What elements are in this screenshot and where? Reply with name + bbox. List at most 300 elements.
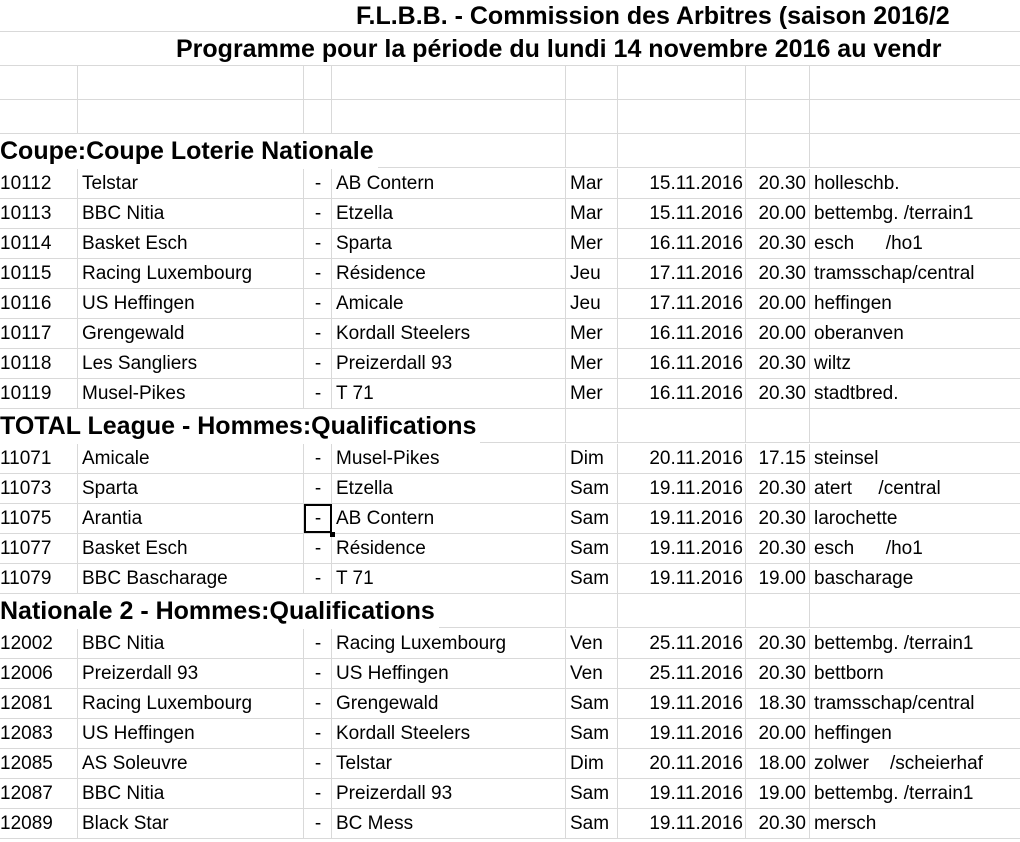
weekday-text: Dim <box>570 753 604 774</box>
date-cell[interactable] <box>618 199 746 228</box>
game-id-cell[interactable] <box>0 779 78 808</box>
time-cell[interactable] <box>746 534 810 563</box>
home-team-cell[interactable] <box>78 319 304 348</box>
away-team-cell[interactable] <box>332 629 566 658</box>
sheet-subtitle[interactable]: Programme pour la période du lundi 14 novembre 2016 au vendr <box>176 35 942 63</box>
time-cell[interactable] <box>746 444 810 473</box>
away-team-cell[interactable] <box>332 779 566 808</box>
game-id-cell[interactable] <box>0 564 78 593</box>
time-text: 20.30 <box>758 383 806 404</box>
home-team-cell[interactable] <box>78 289 304 318</box>
date-text: 19.11.2016 <box>649 723 743 744</box>
separator-cell[interactable] <box>304 229 332 258</box>
game-id-cell[interactable] <box>0 689 78 718</box>
home-team-cell[interactable] <box>78 349 304 378</box>
date-text: 16.11.2016 <box>649 233 743 254</box>
away-team-cell[interactable] <box>332 259 566 288</box>
separator-text: - <box>314 293 322 314</box>
separator-text: - <box>314 203 322 224</box>
home-team-cell[interactable] <box>78 629 304 658</box>
date-cell[interactable] <box>618 629 746 658</box>
home-team-cell[interactable] <box>78 809 304 838</box>
venue-cell[interactable] <box>810 289 1020 318</box>
separator-cell[interactable] <box>304 534 332 563</box>
date-text: 19.11.2016 <box>649 693 743 714</box>
section-header-row <box>0 594 1020 628</box>
game-row <box>0 779 1020 809</box>
date-cell[interactable] <box>618 259 746 288</box>
away-team-text: Kordall Steelers <box>336 723 471 744</box>
venue-text: stadtbred. <box>814 383 899 404</box>
venue-cell[interactable] <box>810 259 1020 288</box>
away-team-text: AB Contern <box>336 173 435 194</box>
venue-text: holleschb. <box>814 173 900 194</box>
separator-text: - <box>314 753 322 774</box>
venue-cell[interactable] <box>810 504 1020 533</box>
weekday-text: Ven <box>570 633 603 654</box>
away-team-cell[interactable] <box>332 659 566 688</box>
venue-text: bettembg. /terrain1 <box>814 633 974 654</box>
home-team-text: BBC Bascharage <box>82 568 228 589</box>
home-team-cell[interactable] <box>78 199 304 228</box>
date-text: 19.11.2016 <box>649 568 743 589</box>
empty-cell[interactable] <box>618 100 746 133</box>
game-id-text: 12089 <box>0 813 53 834</box>
game-id-cell[interactable] <box>0 379 78 408</box>
time-cell[interactable] <box>746 504 810 533</box>
section-cell[interactable] <box>566 594 618 627</box>
away-team-cell[interactable] <box>332 349 566 378</box>
separator-cell[interactable] <box>304 719 332 748</box>
weekday-cell[interactable] <box>566 779 618 808</box>
home-team-cell[interactable] <box>78 534 304 563</box>
weekday-text: Sam <box>570 813 610 834</box>
venue-text: steinsel <box>814 448 879 469</box>
venue-text: heffingen <box>814 723 892 744</box>
separator-text: - <box>314 233 322 254</box>
away-team-text: T 71 <box>336 568 374 589</box>
away-team-cell[interactable] <box>332 749 566 778</box>
empty-cell[interactable] <box>810 100 1020 133</box>
separator-cell[interactable] <box>304 749 332 778</box>
empty-cell[interactable] <box>78 100 304 133</box>
game-row <box>0 259 1020 289</box>
separator-cell[interactable] <box>304 444 332 473</box>
empty-cell[interactable] <box>618 66 746 99</box>
weekday-cell[interactable] <box>566 349 618 378</box>
date-text: 19.11.2016 <box>649 478 743 499</box>
weekday-cell[interactable] <box>566 504 618 533</box>
time-text: 20.30 <box>758 633 806 654</box>
venue-cell[interactable] <box>810 379 1020 408</box>
empty-cell[interactable] <box>566 100 618 133</box>
away-team-text: US Heffingen <box>336 663 449 684</box>
game-id-cell[interactable] <box>0 629 78 658</box>
separator-cell[interactable] <box>304 259 332 288</box>
game-id-text: 11077 <box>0 538 52 559</box>
home-team-text: US Heffingen <box>82 723 195 744</box>
date-cell[interactable] <box>618 809 746 838</box>
empty-cell[interactable] <box>304 100 332 133</box>
weekday-cell[interactable] <box>566 719 618 748</box>
home-team-cell[interactable] <box>78 444 304 473</box>
empty-cell[interactable] <box>332 66 566 99</box>
weekday-cell[interactable] <box>566 169 618 198</box>
section-cell[interactable] <box>746 409 810 442</box>
venue-cell[interactable] <box>810 349 1020 378</box>
home-team-cell[interactable] <box>78 379 304 408</box>
separator-text: - <box>314 813 322 834</box>
weekday-cell[interactable] <box>566 289 618 318</box>
weekday-cell[interactable] <box>566 629 618 658</box>
game-row <box>0 629 1020 659</box>
time-text: 20.30 <box>758 663 806 684</box>
time-text: 20.30 <box>758 233 806 254</box>
home-team-text: BBC Nitia <box>82 783 165 804</box>
section-cell[interactable] <box>810 134 1020 167</box>
weekday-cell[interactable] <box>566 444 618 473</box>
home-team-cell[interactable] <box>78 659 304 688</box>
game-id-cell[interactable] <box>0 659 78 688</box>
venue-text: bettembg. /terrain1 <box>814 783 974 804</box>
section-cell[interactable] <box>746 594 810 627</box>
date-cell[interactable] <box>618 349 746 378</box>
weekday-cell[interactable] <box>566 564 618 593</box>
time-text: 20.00 <box>758 293 806 314</box>
weekday-text: Jeu <box>570 293 601 314</box>
away-team-cell[interactable] <box>332 534 566 563</box>
weekday-cell[interactable] <box>566 534 618 563</box>
game-id-cell[interactable] <box>0 259 78 288</box>
date-text: 19.11.2016 <box>649 538 743 559</box>
date-text: 16.11.2016 <box>649 383 743 404</box>
game-id-cell[interactable] <box>0 199 78 228</box>
separator-text: - <box>314 723 322 744</box>
date-cell[interactable] <box>618 719 746 748</box>
weekday-cell[interactable] <box>566 379 618 408</box>
time-text: 19.00 <box>758 783 806 804</box>
home-team-cell[interactable] <box>78 719 304 748</box>
game-id-cell[interactable] <box>0 474 78 503</box>
empty-cell[interactable] <box>332 100 566 133</box>
date-cell[interactable] <box>618 689 746 718</box>
time-cell[interactable] <box>746 289 810 318</box>
game-id-cell[interactable] <box>0 809 78 838</box>
time-text: 20.30 <box>758 353 806 374</box>
home-team-cell[interactable] <box>78 474 304 503</box>
game-id-cell[interactable] <box>0 444 78 473</box>
game-id-text: 10112 <box>0 173 52 194</box>
weekday-cell[interactable] <box>566 474 618 503</box>
away-team-cell[interactable] <box>332 719 566 748</box>
weekday-cell[interactable] <box>566 749 618 778</box>
separator-cell[interactable] <box>304 169 332 198</box>
venue-cell[interactable] <box>810 229 1020 258</box>
separator-cell[interactable] <box>304 779 332 808</box>
empty-cell[interactable] <box>746 100 810 133</box>
venue-cell[interactable] <box>810 199 1020 228</box>
empty-cell[interactable] <box>810 66 1020 99</box>
away-team-cell[interactable] <box>332 289 566 318</box>
weekday-text: Dim <box>570 448 604 469</box>
venue-cell[interactable] <box>810 319 1020 348</box>
away-team-text: Sparta <box>336 233 392 254</box>
time-cell[interactable] <box>746 259 810 288</box>
weekday-cell[interactable] <box>566 229 618 258</box>
game-id-text: 11071 <box>0 448 52 469</box>
game-id-cell[interactable] <box>0 169 78 198</box>
time-cell[interactable] <box>746 564 810 593</box>
venue-text: larochette <box>814 508 898 529</box>
separator-cell[interactable] <box>304 379 332 408</box>
time-cell[interactable] <box>746 809 810 838</box>
date-cell[interactable] <box>618 564 746 593</box>
separator-cell[interactable] <box>304 349 332 378</box>
time-cell[interactable] <box>746 749 810 778</box>
empty-cell[interactable] <box>78 66 304 99</box>
time-cell[interactable] <box>746 659 810 688</box>
separator-cell[interactable] <box>304 199 332 228</box>
game-id-cell[interactable] <box>0 229 78 258</box>
game-row <box>0 809 1020 839</box>
game-row <box>0 749 1020 779</box>
game-id-cell[interactable] <box>0 349 78 378</box>
separator-cell[interactable] <box>304 629 332 658</box>
venue-cell[interactable] <box>810 689 1020 718</box>
date-cell[interactable] <box>618 659 746 688</box>
date-text: 16.11.2016 <box>649 353 743 374</box>
time-text: 20.00 <box>758 203 806 224</box>
separator-cell[interactable] <box>304 689 332 718</box>
game-row <box>0 229 1020 259</box>
game-id-text: 12081 <box>0 693 53 714</box>
date-cell[interactable] <box>618 169 746 198</box>
empty-cell[interactable] <box>746 66 810 99</box>
time-cell[interactable] <box>746 719 810 748</box>
game-row <box>0 444 1020 474</box>
separator-cell[interactable] <box>304 809 332 838</box>
home-team-cell[interactable] <box>78 169 304 198</box>
time-text: 20.30 <box>758 263 806 284</box>
weekday-text: Jeu <box>570 263 601 284</box>
date-cell[interactable] <box>618 444 746 473</box>
game-row <box>0 289 1020 319</box>
game-id-text: 10116 <box>0 293 52 314</box>
weekday-cell[interactable] <box>566 199 618 228</box>
venue-cell[interactable] <box>810 444 1020 473</box>
venue-cell[interactable] <box>810 564 1020 593</box>
venue-text: bettembg. /terrain1 <box>814 203 974 224</box>
separator-text: - <box>314 263 322 284</box>
venue-text: zolwer /scheierhaf <box>814 753 983 774</box>
separator-cell[interactable] <box>304 474 332 503</box>
section-cell[interactable] <box>618 409 746 442</box>
separator-text: - <box>314 448 322 469</box>
separator-text: - <box>314 663 322 684</box>
away-team-cell[interactable] <box>332 474 566 503</box>
separator-text: - <box>314 568 322 589</box>
date-text: 17.11.2016 <box>649 293 743 314</box>
section-title[interactable]: Nationale 2 - Hommes:Qualifications <box>0 594 439 629</box>
date-cell[interactable] <box>618 474 746 503</box>
home-team-cell[interactable] <box>78 749 304 778</box>
empty-cell[interactable] <box>0 100 78 133</box>
away-team-cell[interactable] <box>332 809 566 838</box>
weekday-text: Sam <box>570 478 610 499</box>
venue-text: wiltz <box>814 353 851 374</box>
time-cell[interactable] <box>746 629 810 658</box>
section-title[interactable]: TOTAL League - Hommes:Qualifications <box>0 409 480 444</box>
game-id-text: 12006 <box>0 663 53 684</box>
home-team-cell[interactable] <box>78 259 304 288</box>
away-team-cell[interactable] <box>332 504 566 533</box>
venue-cell[interactable] <box>810 779 1020 808</box>
venue-cell[interactable] <box>810 169 1020 198</box>
selected-cell[interactable] <box>304 504 332 533</box>
away-team-cell[interactable] <box>332 564 566 593</box>
venue-text: atert /central <box>814 478 941 499</box>
away-team-cell[interactable] <box>332 199 566 228</box>
game-id-cell[interactable] <box>0 534 78 563</box>
section-cell[interactable] <box>618 594 746 627</box>
weekday-cell[interactable] <box>566 259 618 288</box>
title-row <box>0 0 1020 32</box>
date-cell[interactable] <box>618 319 746 348</box>
game-row <box>0 689 1020 719</box>
section-title[interactable]: Coupe:Coupe Loterie Nationale <box>0 134 378 169</box>
away-team-cell[interactable] <box>332 444 566 473</box>
game-row <box>0 199 1020 229</box>
venue-cell[interactable] <box>810 749 1020 778</box>
time-text: 20.00 <box>758 323 806 344</box>
date-text: 20.11.2016 <box>649 448 743 469</box>
weekday-text: Mar <box>570 173 603 194</box>
game-id-cell[interactable] <box>0 749 78 778</box>
venue-cell[interactable] <box>810 659 1020 688</box>
section-cell[interactable] <box>810 409 1020 442</box>
away-team-cell[interactable] <box>332 229 566 258</box>
date-cell[interactable] <box>618 504 746 533</box>
weekday-cell[interactable] <box>566 689 618 718</box>
game-id-cell[interactable] <box>0 289 78 318</box>
venue-cell[interactable] <box>810 474 1020 503</box>
time-cell[interactable] <box>746 379 810 408</box>
time-cell[interactable] <box>746 319 810 348</box>
date-cell[interactable] <box>618 749 746 778</box>
section-cell[interactable] <box>810 594 1020 627</box>
game-id-cell[interactable] <box>0 719 78 748</box>
date-cell[interactable] <box>618 229 746 258</box>
game-id-cell[interactable] <box>0 504 78 533</box>
time-cell[interactable] <box>746 349 810 378</box>
separator-text: - <box>314 508 322 529</box>
home-team-cell[interactable] <box>78 504 304 533</box>
home-team-cell[interactable] <box>78 564 304 593</box>
home-team-text: Telstar <box>82 173 138 194</box>
sheet-title[interactable]: F.L.B.B. - Commission des Arbitres (saison 2016/2 <box>356 2 950 30</box>
separator-cell[interactable] <box>304 289 332 318</box>
date-text: 16.11.2016 <box>649 323 743 344</box>
separator-text: - <box>314 538 322 559</box>
home-team-cell[interactable] <box>78 229 304 258</box>
home-team-cell[interactable] <box>78 689 304 718</box>
away-team-text: Musel-Pikes <box>336 448 440 469</box>
home-team-text: Preizerdall 93 <box>82 663 199 684</box>
empty-row <box>0 100 1020 134</box>
venue-text: esch /ho1 <box>814 233 923 254</box>
section-cell[interactable] <box>566 409 618 442</box>
weekday-text: Sam <box>570 783 610 804</box>
away-team-cell[interactable] <box>332 169 566 198</box>
empty-cell[interactable] <box>0 66 78 99</box>
empty-cell[interactable] <box>566 66 618 99</box>
weekday-text: Sam <box>570 568 610 589</box>
venue-cell[interactable] <box>810 719 1020 748</box>
home-team-text: Sparta <box>82 478 138 499</box>
time-cell[interactable] <box>746 199 810 228</box>
away-team-text: Résidence <box>336 538 426 559</box>
away-team-text: Telstar <box>336 753 392 774</box>
away-team-cell[interactable] <box>332 319 566 348</box>
date-cell[interactable] <box>618 779 746 808</box>
empty-cell[interactable] <box>304 66 332 99</box>
weekday-cell[interactable] <box>566 319 618 348</box>
venue-cell[interactable] <box>810 629 1020 658</box>
home-team-cell[interactable] <box>78 779 304 808</box>
separator-cell[interactable] <box>304 319 332 348</box>
weekday-text: Ven <box>570 663 603 684</box>
section-cell[interactable] <box>746 134 810 167</box>
time-cell[interactable] <box>746 169 810 198</box>
away-team-cell[interactable] <box>332 379 566 408</box>
weekday-cell[interactable] <box>566 809 618 838</box>
venue-text: oberanven <box>814 323 904 344</box>
date-cell[interactable] <box>618 379 746 408</box>
game-id-text: 12002 <box>0 633 53 654</box>
section-cell[interactable] <box>618 134 746 167</box>
time-cell[interactable] <box>746 229 810 258</box>
away-team-cell[interactable] <box>332 689 566 718</box>
home-team-text: Arantia <box>82 508 143 529</box>
game-id-cell[interactable] <box>0 319 78 348</box>
time-cell[interactable] <box>746 779 810 808</box>
away-team-text: BC Mess <box>336 813 414 834</box>
weekday-text: Sam <box>570 723 610 744</box>
venue-cell[interactable] <box>810 809 1020 838</box>
separator-cell[interactable] <box>304 564 332 593</box>
separator-cell[interactable] <box>304 659 332 688</box>
away-team-text: T 71 <box>336 383 374 404</box>
weekday-cell[interactable] <box>566 659 618 688</box>
away-team-text: Etzella <box>336 478 394 499</box>
home-team-text: BBC Nitia <box>82 633 165 654</box>
section-cell[interactable] <box>566 134 618 167</box>
game-row <box>0 169 1020 199</box>
date-cell[interactable] <box>618 289 746 318</box>
venue-cell[interactable] <box>810 534 1020 563</box>
game-row <box>0 349 1020 379</box>
time-cell[interactable] <box>746 689 810 718</box>
separator-text: - <box>314 633 322 654</box>
empty-row <box>0 66 1020 100</box>
home-team-text: Amicale <box>82 448 150 469</box>
home-team-text: US Heffingen <box>82 293 195 314</box>
separator-text: - <box>314 353 322 374</box>
away-team-text: AB Contern <box>336 508 435 529</box>
date-cell[interactable] <box>618 534 746 563</box>
date-text: 19.11.2016 <box>649 813 743 834</box>
time-cell[interactable] <box>746 474 810 503</box>
